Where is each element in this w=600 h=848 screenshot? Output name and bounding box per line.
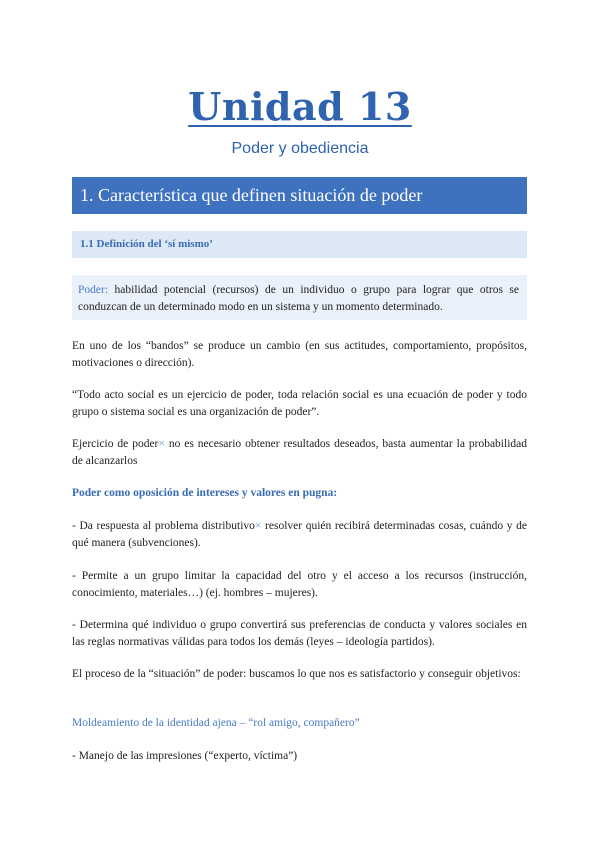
definition-term: Poder: — [78, 284, 109, 296]
heading-oposicion: Poder como oposición de intereses y valores en pugna: — [72, 487, 338, 499]
bullet-determina: - Determina qué individuo o grupo convertirá sus preferencias de conducta y valores sociales en las reglas normativas válidas para todos los demás (leyes – ideología partidos). — [72, 619, 527, 648]
bullet-distributivo-start: - Da respuesta al problema distributivo — [72, 520, 255, 532]
times-icon: × — [158, 438, 165, 450]
definition-box — [72, 275, 527, 320]
paragraph-ejercicio-start: Ejercicio de poder — [72, 438, 159, 450]
bullet-distributivo — [72, 518, 527, 552]
heading-moldeamiento: Moldeamiento de la identidad ajena – “rol amigo, compañero” — [72, 717, 360, 729]
paragraph-quote: “Todo acto social es un ejercicio de poder, toda relación social es una ecuación de poder y todo grupo o sistema social es una organización de poder”. — [72, 389, 527, 418]
paragraph-bandos: En uno de los “bandos” se produce un cambio (en sus actitudes, comportamiento, propósitos, motivaciones o dirección). — [72, 340, 527, 369]
bullet-limitar: - Permite a un grupo limitar la capacidad del otro y el acceso a los recursos (instrucción, conocimiento, materiales…) (ej. hombres – mujeres). — [72, 570, 527, 599]
paragraph-ejercicio-end: no es necesario obtener resultados deseados, basta aumentar la probabilidad de alcanzarlos — [72, 438, 527, 467]
section-heading: 1. Característica que definen situación de poder — [72, 177, 527, 214]
page-subtitle: Poder y obediencia — [231, 140, 369, 157]
paragraph-ejercicio — [72, 436, 527, 470]
paragraph-proceso: El proceso de la “situación” de poder: buscamos lo que nos es satisfactorio y conseguir objetivos: — [72, 668, 521, 680]
definition-text: habilidad potencial (recursos) de un individuo o grupo para lograr que otros se conduzcan de un determinado modo en un sistema y un momento determinado. — [78, 284, 520, 313]
times-icon: × — [254, 520, 262, 532]
subsection-heading: 1.1 Definición del ‘sí mismo’ — [72, 231, 527, 258]
bullet-distributivo-end: resolver quién recibirá determinadas cosas, cuándo y de qué manera (subvenciones). — [72, 520, 527, 549]
page-title: Unidad 13 — [188, 84, 412, 129]
bullet-impresiones: - Manejo de las impresiones (“experto, víctima”) — [72, 750, 298, 762]
